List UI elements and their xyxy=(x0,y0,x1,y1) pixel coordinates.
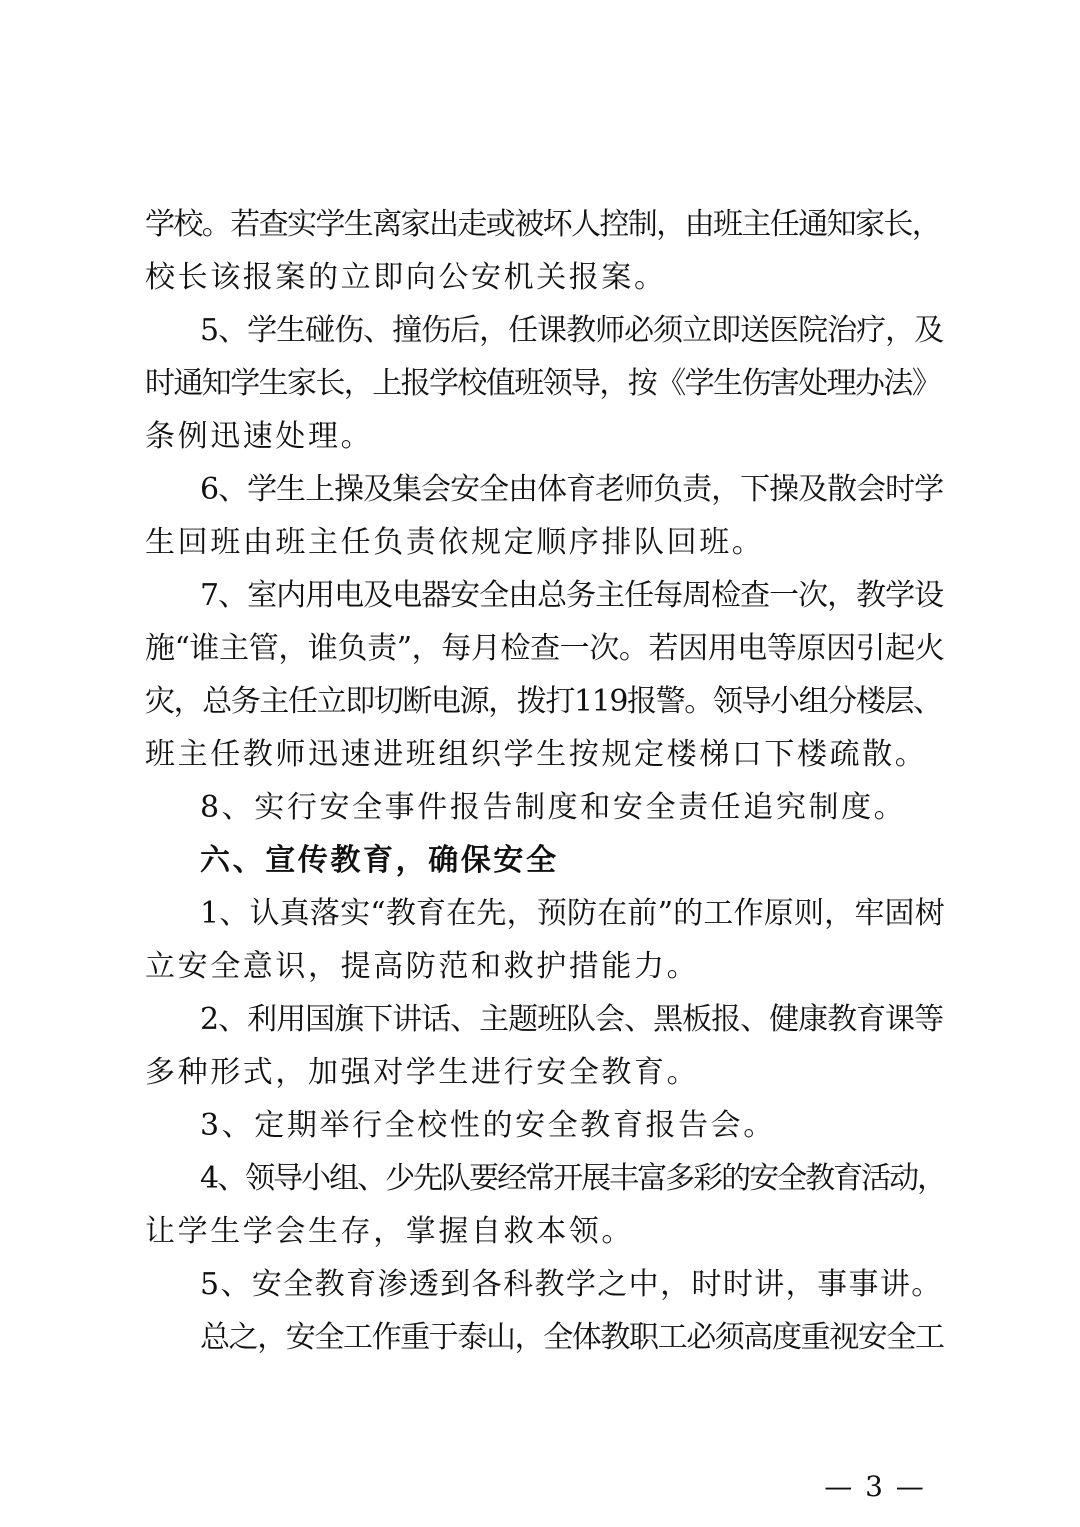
text-line: 学校。若查实学生离家出走或被坏人控制，由班主任通知家长， xyxy=(145,207,941,242)
text-line: 班主任教师迅速进班组织学生按规定楼梯口下楼疏散。 xyxy=(145,737,928,772)
text-line: 校长该报案的立即向公安机关报案。 xyxy=(145,260,667,295)
text-line: 5、安全教育渗透到各科教学之中，时时讲，事事讲。 xyxy=(200,1267,943,1302)
text-line: 5、学生碰伤、撞伤后，任课教师必须立即送医院治疗，及 xyxy=(200,313,944,348)
text-line: 7、室内用电及电器安全由总务主任每周检查一次，教学设 xyxy=(200,578,944,613)
text-line: 条例迅速处理。 xyxy=(145,419,374,454)
page-number: — 3 — xyxy=(824,1470,926,1503)
text-line: 8、实行安全事件报告制度和安全责任追究制度。 xyxy=(200,790,907,825)
text-line: 灾，总务主任立即切断电源，拨打119报警。领导小组分楼层、 xyxy=(145,684,942,719)
text-line: 3、定期举行全校性的安全教育报告会。 xyxy=(200,1108,776,1143)
text-line: 6、学生上操及集会安全由体育老师负责，下操及散会时学 xyxy=(200,472,944,507)
text-line: 施“谁主管，谁负责”，每月检查一次。若因用电等原因引起火 xyxy=(145,631,945,666)
text-line: 让学生学会生存，掌握自救本领。 xyxy=(145,1214,634,1249)
text-line: 时通知学生家长，上报学校值班领导，按《学生伤害处理办法》 xyxy=(145,366,941,401)
text-line: 多种形式，加强对学生进行安全教育。 xyxy=(145,1055,700,1090)
text-line: 立安全意识，提高防范和救护措能力。 xyxy=(145,949,700,984)
text-line: 4、领导小组、少先队要经常开展丰富多彩的安全教育活动， xyxy=(200,1161,946,1196)
text-line: 2、利用国旗下讲话、主题班队会、黑板报、健康教育课等 xyxy=(200,1002,944,1037)
text-line: 总之，安全工作重于泰山，全体教职工必须高度重视安全工 xyxy=(200,1320,944,1355)
text-line: 1、认真落实“教育在先，预防在前”的工作原则，牢固树 xyxy=(200,896,945,931)
section-heading: 六、宣传教育，确保安全 xyxy=(200,843,559,878)
text-line: 生回班由班主任负责依规定顺序排队回班。 xyxy=(145,525,765,560)
